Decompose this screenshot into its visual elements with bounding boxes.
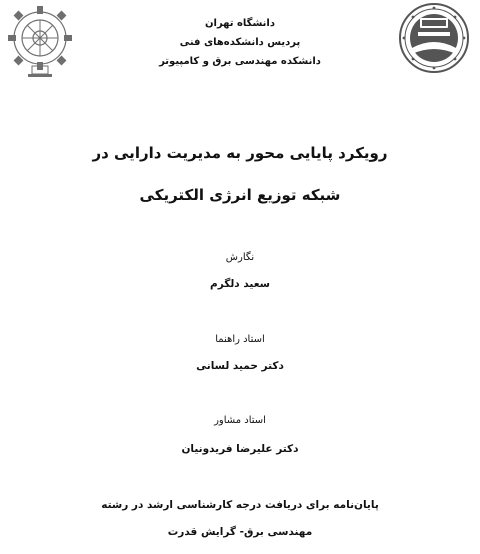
institution-block: [0, 14, 480, 71]
author-name: سعید دلگرم: [210, 278, 270, 290]
university-name: دانشگاه تهران: [205, 18, 275, 29]
supervisor-name: دکتر حمید لسانی: [196, 360, 284, 372]
thesis-title-line-2: شبکه توزیع انرژی الکتریکی: [139, 186, 341, 204]
advisor-label: استاد مشاور: [214, 415, 266, 426]
author-label: نگارش: [225, 252, 255, 263]
degree-statement: پایان‌نامه برای دریافت درجه کارشناسی ارشد در رشته: [101, 499, 379, 511]
faculty-name: دانشکده مهندسی برق و کامپیوتر: [159, 56, 321, 67]
campus-name: پردیس دانشکده‌های فنی: [179, 37, 301, 48]
degree-field: مهندسی برق- گرایش قدرت: [167, 526, 313, 538]
supervisor-label: استاد راهنما: [215, 334, 265, 345]
advisor-name: دکتر علیرضا فریدونیان: [181, 443, 299, 455]
thesis-title-line-1: رویکرد پایایی محور به مدیریت دارایی در: [92, 144, 388, 162]
